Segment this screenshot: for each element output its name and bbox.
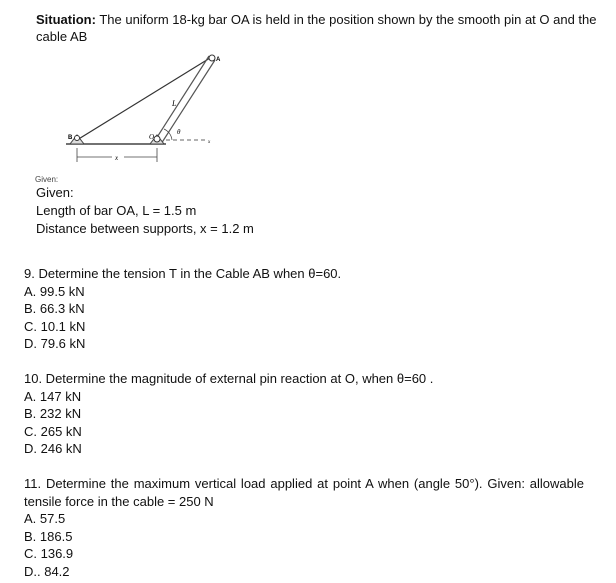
situation-paragraph [36,11,606,45]
question-9 [24,265,341,353]
label-theta: θ [177,128,181,136]
option-c: C. 10.1 kN [24,318,86,334]
given-line-1: Length of bar OA, L = 1.5 m [36,203,197,218]
situation-label: Situation: [36,12,96,27]
label-o: O [149,133,155,141]
option-a: A. 57.5 [24,511,66,526]
question-text: 11. Determine the maximum vertical load applied at point A when (angle 50°). Given: allowable tensile force in the cable = 250 N [24,476,584,509]
option-b: B. 186.5 [24,528,73,544]
cut-caption: Given: [35,175,59,184]
option-c: C. 136.9 [24,546,74,561]
option-a: A. 99.5 kN [24,283,85,299]
bar-oa-edge-1 [154,56,209,142]
label-l: L [172,99,177,108]
label-x: x [115,154,119,162]
question-10 [24,370,433,458]
option-c: C. 265 kN [24,423,82,439]
bar-cable-figure [35,48,230,184]
pin-o [154,136,160,142]
label-a: A [216,57,221,63]
given-block [36,184,254,238]
given-title: Given: [36,185,74,200]
bar-oa-edge-2 [161,60,215,144]
question-11 [24,475,584,580]
question-text: 10. Determine the magnitude of external pin reaction at O, when θ=60 . [24,371,434,386]
pin-b [75,136,80,141]
situation-text: The uniform 18-kg bar OA is held in the position shown by the smooth pin at O and the cable AB [36,12,597,44]
option-b: B. 66.3 kN [24,301,85,316]
option-b: B. 232 kN [24,406,82,421]
option-a: A. 147 kN [24,388,82,404]
option-d: D. 246 kN [24,441,82,456]
option-d: D.. 84.2 [24,563,70,579]
pin-a [209,55,215,61]
label-x-dashed: x [208,140,211,145]
question-text: 9. Determine the tension T in the Cable AB when θ=60. [24,266,342,281]
option-d: D. 79.6 kN [24,336,86,351]
given-line-2: Distance between supports, x = 1.2 m [36,221,254,236]
label-b: B [68,135,73,141]
